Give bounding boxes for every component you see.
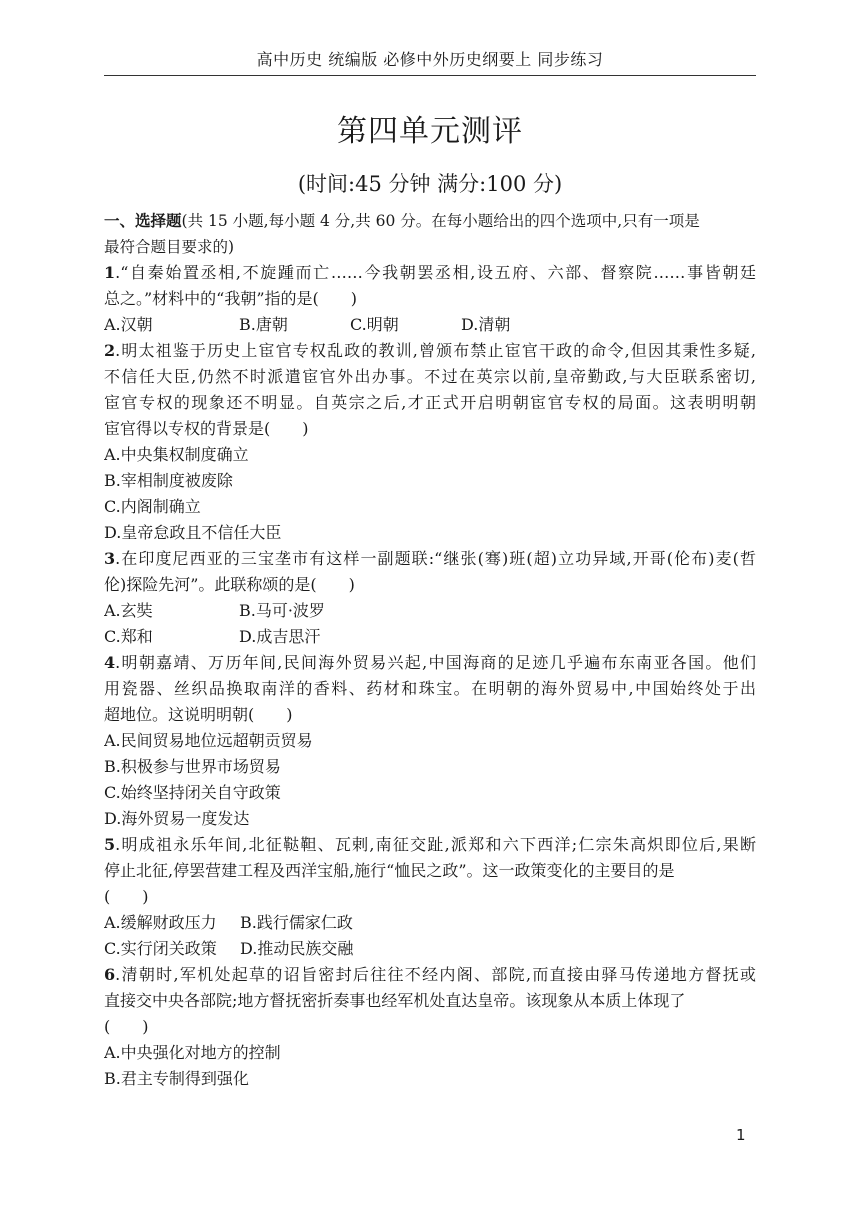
option-a: A.汉朝 [104, 315, 153, 334]
page-subtitle: (时间:45 分钟 满分:100 分) [297, 172, 563, 196]
page-title: 第四单元测评 [337, 114, 523, 149]
section-heading: 一、选择题 [104, 211, 182, 230]
question-number: 1 [104, 263, 116, 282]
option-c: C.实行闭关政策 [104, 939, 217, 958]
question-line [104, 962, 756, 988]
question-number: 3 [104, 549, 116, 568]
option-row [104, 598, 756, 624]
header-rule [104, 75, 756, 76]
question-text: .明太祖鉴于历史上宦官专权乱政的教训,曾颁布禁止宦官干政的命令,但因其秉性多疑, [115, 341, 756, 360]
option-a: A.民间贸易地位远超朝贡贸易 [104, 731, 313, 750]
question-line: 总之。”材料中的“我朝”指的是( ) [104, 289, 358, 308]
option-row [104, 936, 756, 962]
section-heading-line-1 [104, 208, 756, 234]
option-row [104, 312, 756, 338]
question-5 [104, 832, 756, 962]
option-d: D.成吉思汗 [239, 627, 321, 646]
document-body [104, 208, 756, 1092]
option-b: B.践行儒家仁政 [240, 913, 353, 932]
question-line [104, 546, 756, 572]
option-b: B.积极参与世界市场贸易 [104, 757, 281, 776]
question-text: .清朝时,军机处起草的诏旨密封后往往不经内阁、部院,而直接由驿马传递地方督抚或 [115, 965, 756, 984]
option-a: A.中央强化对地方的控制 [104, 1043, 281, 1062]
question-2 [104, 338, 756, 546]
option-d: D.清朝 [461, 315, 511, 334]
question-line [104, 260, 756, 286]
question-line [104, 832, 756, 858]
option-d: D.皇帝怠政且不信任大臣 [104, 523, 282, 542]
question-number: 4 [104, 653, 116, 672]
option-c: C.明朝 [350, 315, 399, 334]
question-line: ( ) [104, 887, 149, 906]
question-line: 宦官得以专权的背景是( ) [104, 419, 309, 438]
section-instructions: (共 15 小题,每小题 4 分,共 60 分。在每小题给出的四个选项中,只有一项是 [181, 212, 700, 230]
option-c: C.内阁制确立 [104, 497, 201, 516]
running-header: 高中历史 统编版 必修中外历史纲要上 同步练习 [256, 50, 604, 69]
question-number: 5 [104, 835, 116, 854]
question-6 [104, 962, 756, 1092]
question-line [104, 650, 756, 676]
question-line: ( ) [104, 1017, 149, 1036]
question-text: .“自秦始置丞相,不旋踵而亡……今我朝罢丞相,设五府、六部、督察院……事皆朝廷 [115, 263, 756, 282]
question-line: 停止北征,停罢营建工程及西洋宝船,施行“恤民之政”。这一政策变化的主要目的是 [104, 861, 675, 880]
question-number: 2 [104, 341, 116, 360]
option-c: C.郑和 [104, 627, 153, 646]
option-a: A.中央集权制度确立 [104, 445, 249, 464]
option-b: B.马可·波罗 [239, 601, 325, 620]
question-line: 超地位。这说明明朝( ) [104, 705, 293, 724]
question-line: 伦)探险先河”。此联称颂的是( ) [104, 575, 355, 594]
option-row [104, 624, 756, 650]
option-d: D.海外贸易一度发达 [104, 809, 250, 828]
question-1 [104, 260, 756, 338]
option-d: D.推动民族交融 [240, 939, 354, 958]
option-a: A.缓解财政压力 [104, 913, 217, 932]
question-text: .明成祖永乐年间,北征鞑靼、瓦剌,南征交趾,派郑和六下西洋;仁宗朱高炽即位后,果断 [115, 835, 756, 854]
question-line [104, 338, 756, 364]
page-number: 1 [736, 1126, 746, 1144]
question-line: 不信任大臣,仍然不时派遣宦官外出办事。不过在英宗以前,皇帝勤政,与大臣联系密切, [104, 367, 756, 386]
question-4 [104, 650, 756, 832]
option-c: C.始终坚持闭关自守政策 [104, 783, 281, 802]
option-b: B.宰相制度被废除 [104, 471, 233, 490]
question-number: 6 [104, 965, 116, 984]
section-heading-line-2: 最符合题目要求的) [104, 238, 235, 256]
question-text: .在印度尼西亚的三宝垄市有这样一副题联:“继张(骞)班(超)立功异域,开哥(伦布)麦(哲 [115, 549, 756, 568]
question-text: .明朝嘉靖、万历年间,民间海外贸易兴起,中国海商的足迹几乎遍布东南亚各国。他们 [115, 653, 756, 672]
question-line: 用瓷器、丝织品换取南洋的香料、药材和珠宝。在明朝的海外贸易中,中国始终处于出 [104, 679, 756, 698]
option-a: A.玄奘 [104, 601, 153, 620]
option-b: B.君主专制得到强化 [104, 1069, 249, 1088]
question-3 [104, 546, 756, 650]
option-b: B.唐朝 [239, 315, 288, 334]
option-row [104, 910, 756, 936]
question-line: 宦官专权的现象还不明显。自英宗之后,才正式开启明朝宦官专权的局面。这表明明朝 [104, 393, 756, 412]
question-line: 直接交中央各部院;地方督抚密折奏事也经军机处直达皇帝。该现象从本质上体现了 [104, 991, 686, 1010]
